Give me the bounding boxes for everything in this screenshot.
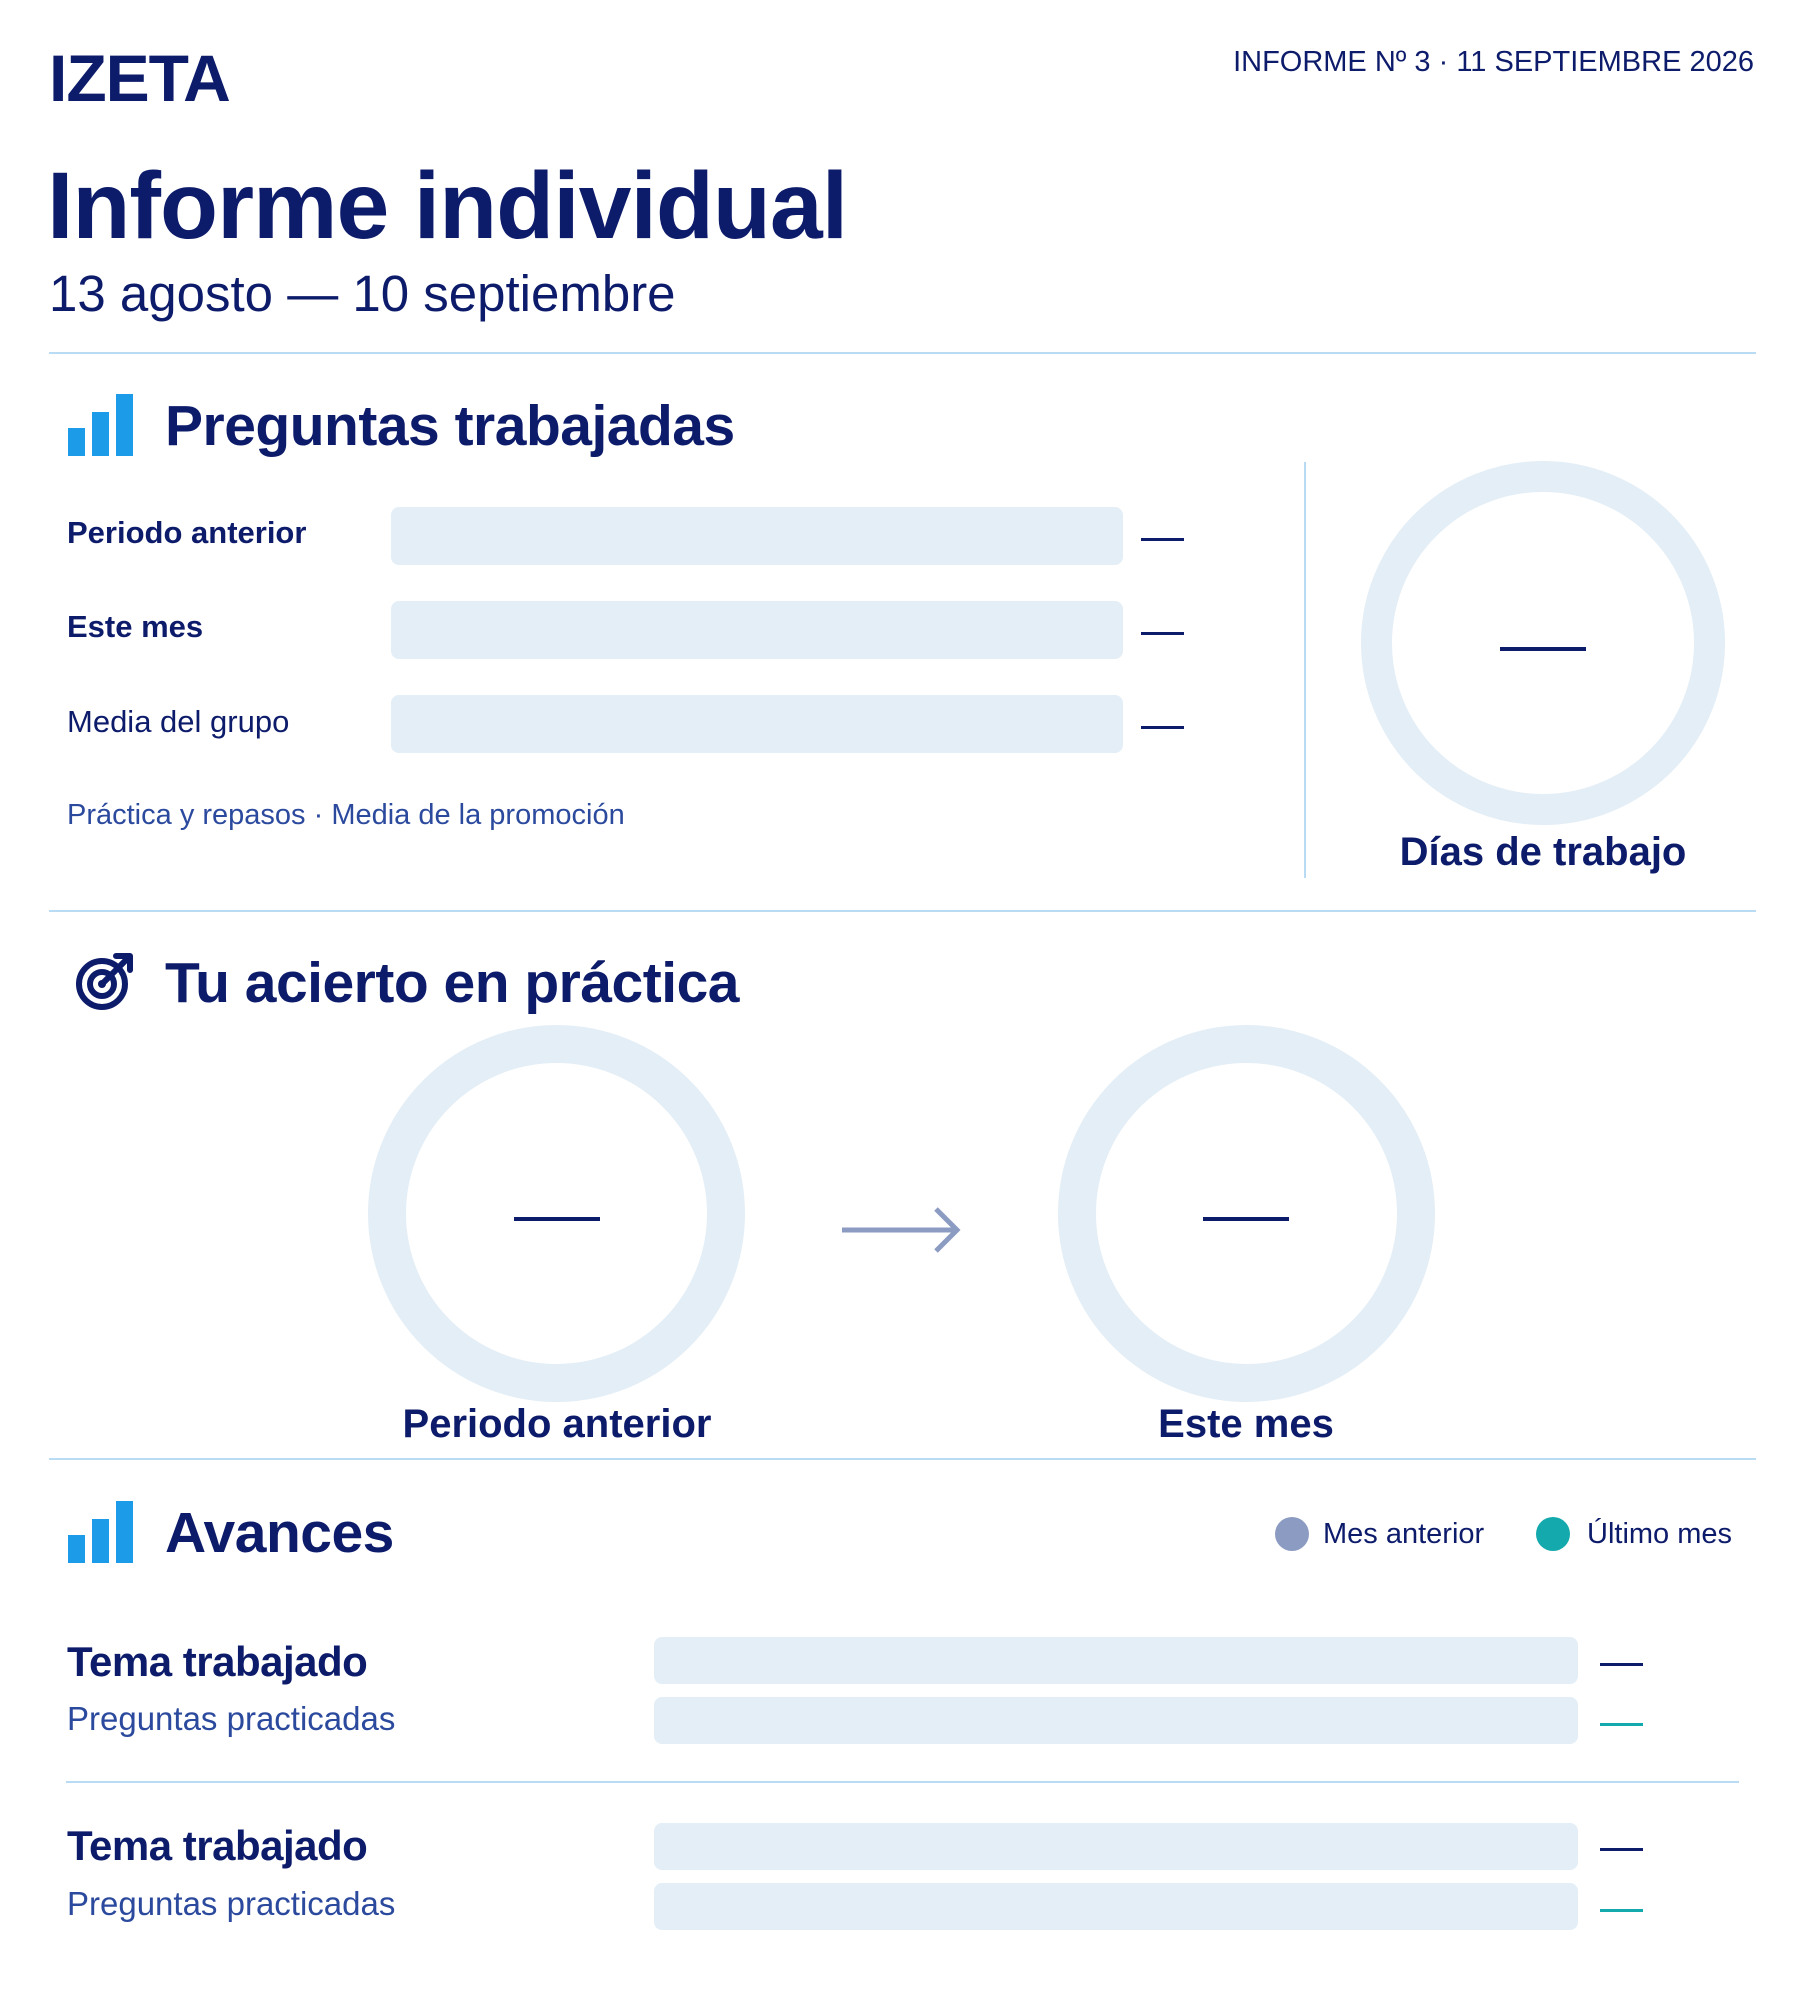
topic-sublabel: Preguntas practicadas [67, 1885, 396, 1922]
topic-value-last [1600, 1909, 1643, 1912]
bar-this-month [391, 601, 1123, 659]
topic-value-last [1600, 1723, 1643, 1726]
legend-label-previous: Mes anterior [1323, 1518, 1485, 1550]
divider [66, 1781, 1739, 1783]
current-accuracy-ring [1058, 1025, 1435, 1402]
bar-chart-icon [68, 392, 134, 456]
days-value [1500, 647, 1586, 651]
topic-label: Tema trabajado [67, 1822, 368, 1869]
row-label-this-month: Este mes [67, 609, 204, 644]
target-icon [72, 950, 136, 1014]
chart-caption: Práctica y repasos · Media de la promoción [67, 799, 625, 831]
value-group-average [1141, 726, 1184, 729]
current-accuracy-value [1203, 1217, 1289, 1221]
days-ring [1361, 461, 1725, 825]
section-title-acierto: Tu acierto en práctica [165, 951, 739, 1015]
section-title-preguntas: Preguntas trabajadas [165, 394, 735, 458]
section-title-avances: Avances [165, 1501, 394, 1565]
topic-bar-previous [654, 1637, 1578, 1684]
topic-bar-last [654, 1697, 1578, 1744]
topic-value-previous [1600, 1848, 1643, 1851]
vertical-divider [1304, 462, 1306, 878]
previous-accuracy-value [514, 1217, 600, 1221]
topic-bar-last [654, 1883, 1578, 1930]
bar-chart-icon [68, 1499, 134, 1563]
date-range: 13 agosto — 10 septiembre [49, 265, 676, 322]
legend-swatch-previous [1275, 1517, 1309, 1551]
previous-accuracy-ring [368, 1025, 745, 1402]
bar-group-average [391, 695, 1123, 753]
current-accuracy-label: Este mes [1158, 1402, 1334, 1446]
legend-swatch-last [1536, 1517, 1570, 1551]
row-label-group-average: Media del grupo [67, 704, 290, 739]
page-title: Informe individual [47, 153, 848, 259]
divider [49, 1458, 1756, 1460]
days-label: Días de trabajo [1399, 830, 1687, 874]
topic-label: Tema trabajado [67, 1638, 368, 1685]
value-this-month [1141, 632, 1184, 635]
topic-sublabel: Preguntas practicadas [67, 1700, 396, 1737]
value-previous-period [1141, 538, 1184, 541]
report-id: INFORME Nº 3 · 11 SEPTIEMBRE 2026 [1233, 46, 1754, 78]
topic-value-previous [1600, 1663, 1643, 1666]
bar-previous-period [391, 507, 1123, 565]
brand-logo: IZETA [49, 41, 230, 115]
legend-label-last: Último mes [1587, 1518, 1733, 1550]
arrow-right-icon [842, 1205, 962, 1255]
divider [49, 910, 1756, 912]
topic-bar-previous [654, 1823, 1578, 1870]
previous-accuracy-label: Periodo anterior [402, 1402, 712, 1446]
row-label-previous: Periodo anterior [67, 515, 307, 550]
divider [49, 352, 1756, 354]
